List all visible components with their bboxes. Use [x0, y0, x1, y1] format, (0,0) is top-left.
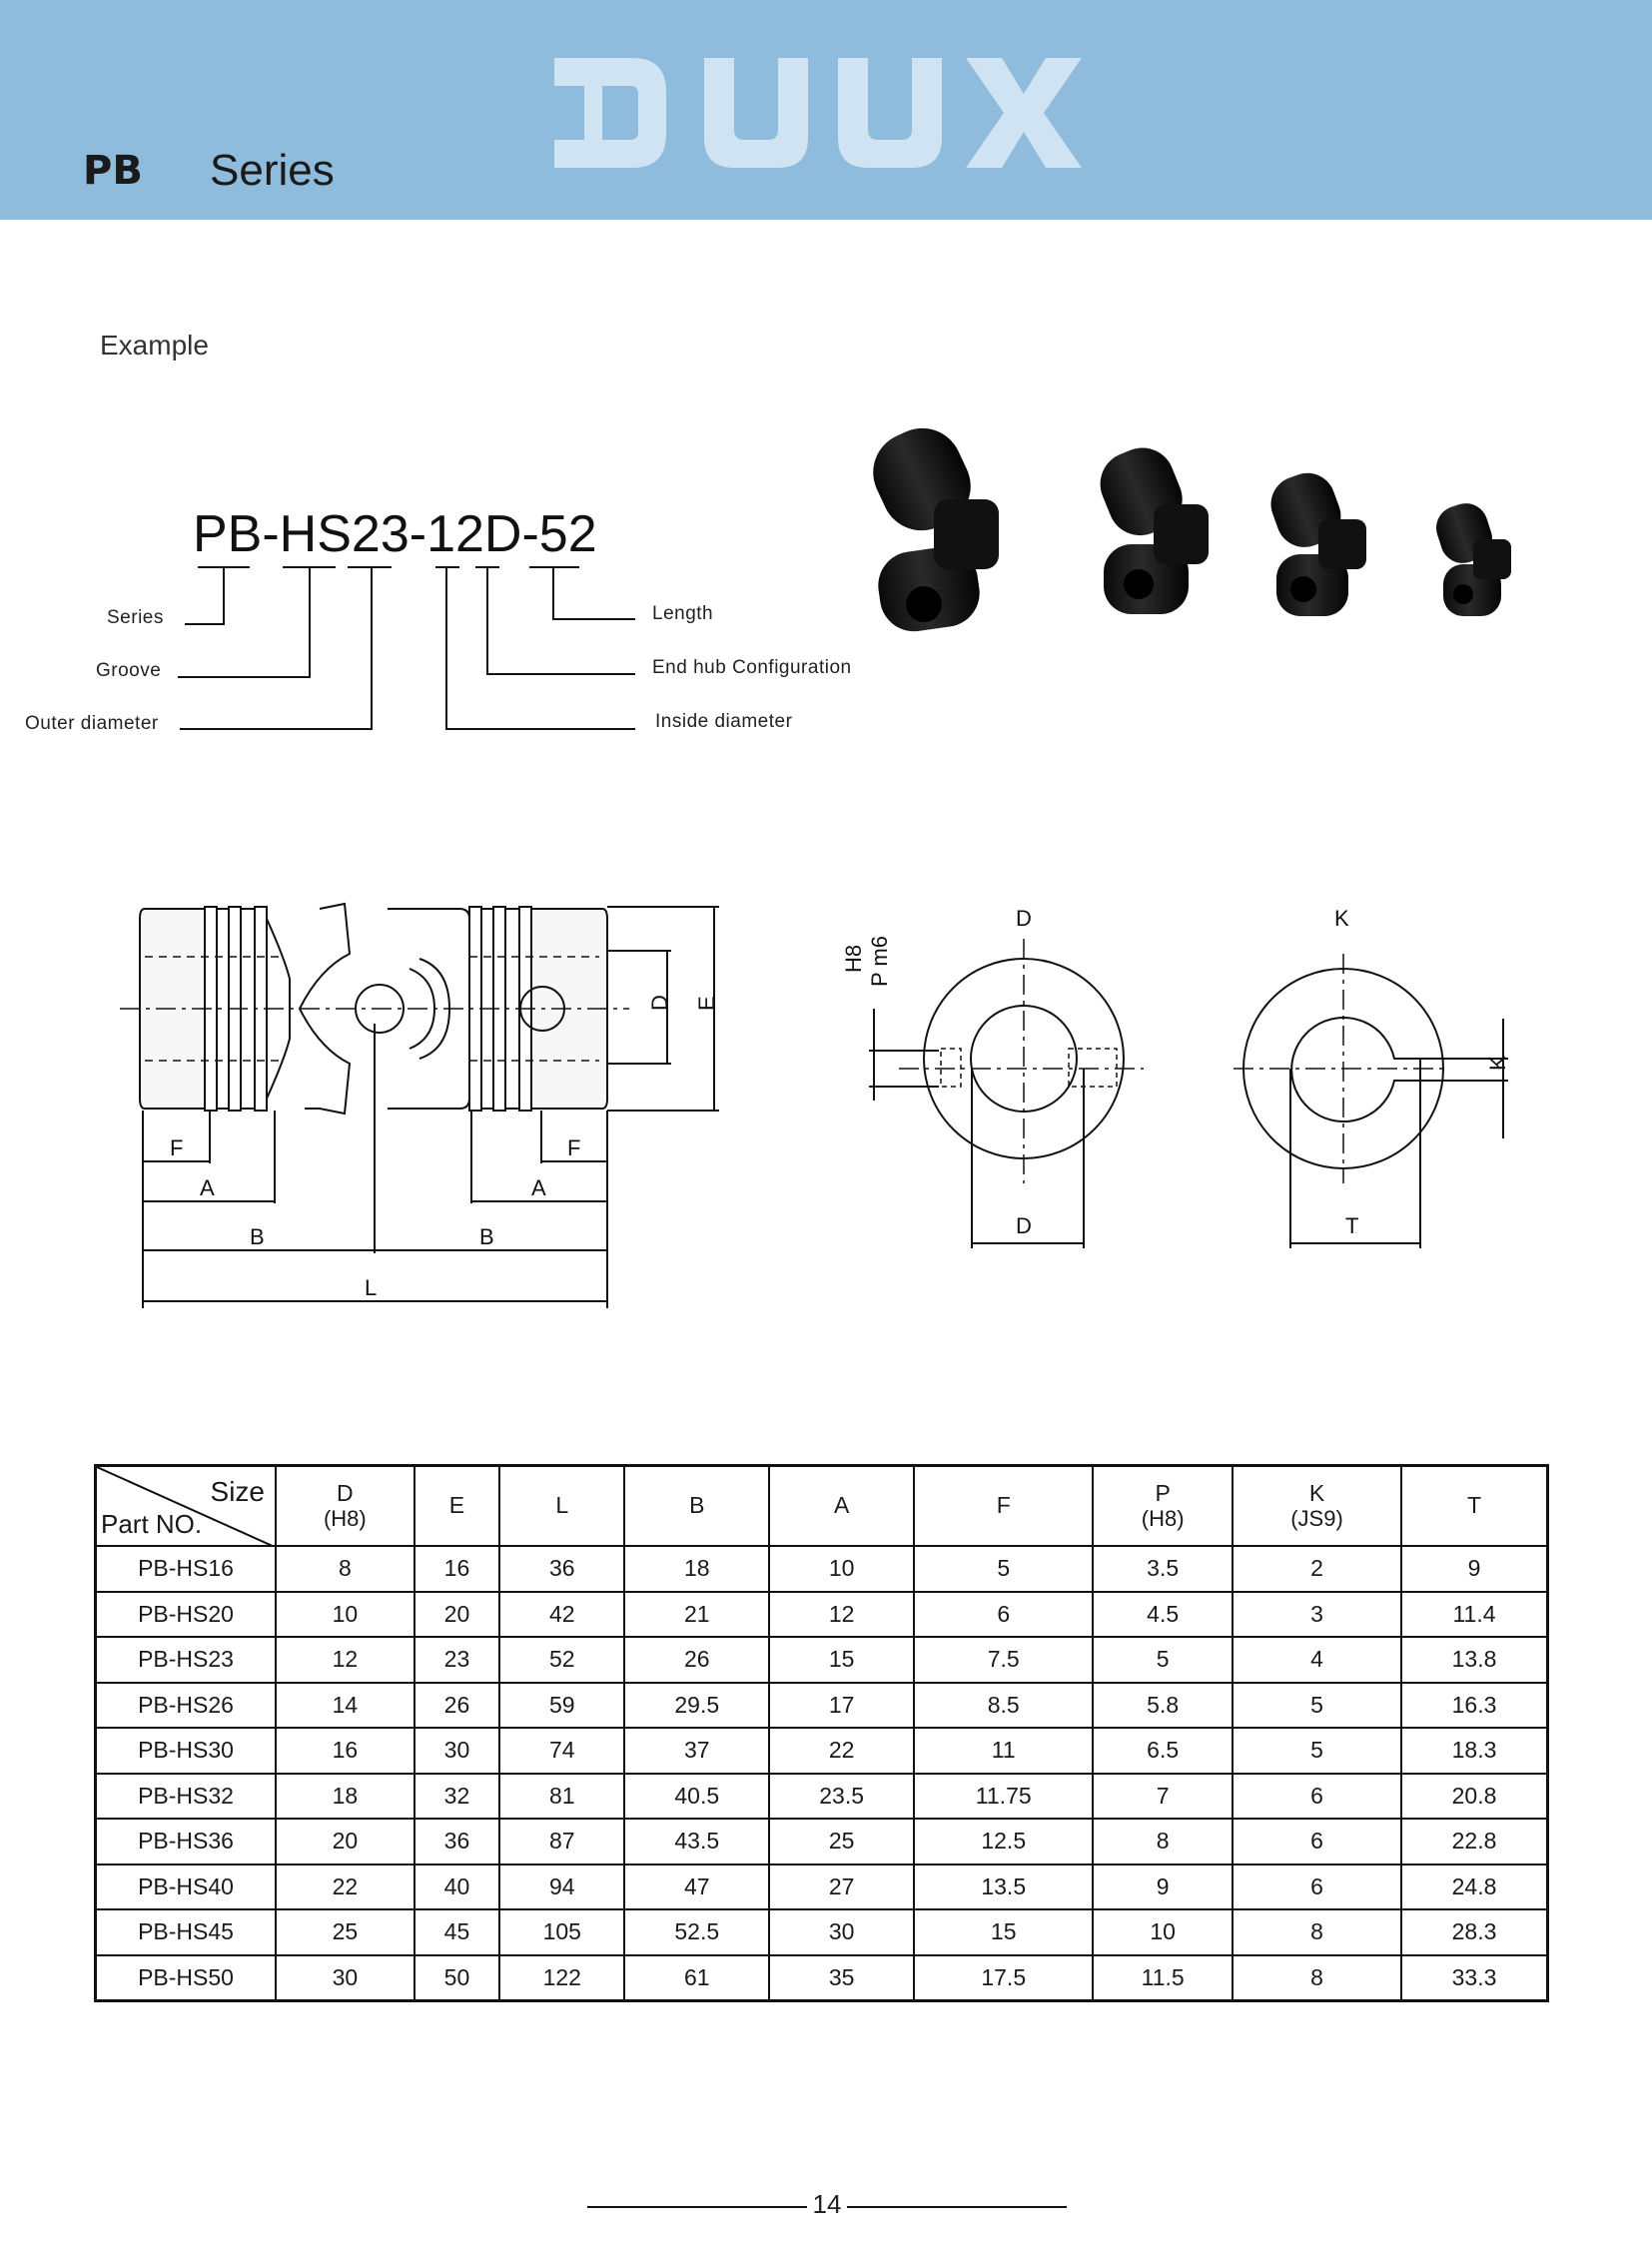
- table-cell: 24.8: [1401, 1865, 1547, 1910]
- table-cell: 40: [414, 1865, 499, 1910]
- table-cell: 8: [1233, 1909, 1401, 1955]
- model-code: PB-HS23-12D-52: [193, 505, 597, 563]
- table-row: [96, 1728, 1548, 1774]
- column-header: P (H8): [1093, 1466, 1233, 1547]
- table-cell: 12.5: [914, 1819, 1093, 1865]
- table-cell: 122: [499, 1955, 624, 2001]
- table-row: [96, 1955, 1548, 2001]
- end-view-d-title: D: [1016, 906, 1032, 931]
- table-cell: 13.5: [914, 1865, 1093, 1910]
- table-cell: 2: [1233, 1546, 1401, 1592]
- table-row: [96, 1546, 1548, 1592]
- side-view: [120, 904, 719, 1308]
- table-cell: 61: [624, 1955, 769, 2001]
- table-cell: 11.75: [914, 1774, 1093, 1820]
- table-cell: 74: [499, 1728, 624, 1774]
- dim-k: K: [1485, 1056, 1510, 1071]
- table-cell: 5: [1233, 1728, 1401, 1774]
- part-number-cell: PB-HS40: [96, 1865, 277, 1910]
- example-heading: Example: [100, 330, 209, 361]
- table-cell: 10: [1093, 1909, 1233, 1955]
- table-cell: 16: [276, 1728, 414, 1774]
- dim-l: L: [365, 1275, 378, 1300]
- column-header: T: [1401, 1466, 1547, 1547]
- table-cell: 18.3: [1401, 1728, 1547, 1774]
- end-view-k-title: K: [1334, 906, 1349, 931]
- table-cell: 13.8: [1401, 1637, 1547, 1683]
- table-cell: 16: [414, 1546, 499, 1592]
- table-cell: 25: [276, 1909, 414, 1955]
- series-code: PB: [83, 148, 143, 194]
- table-cell: 22.8: [1401, 1819, 1547, 1865]
- page-rule-right: [847, 2206, 1067, 2208]
- table-row: [96, 1637, 1548, 1683]
- coupling-large: [860, 415, 999, 636]
- table-cell: 47: [624, 1865, 769, 1910]
- table-cell: 45: [414, 1909, 499, 1955]
- table-cell: 14: [276, 1683, 414, 1729]
- tol-h8: H8: [841, 944, 866, 973]
- spec-table: [94, 1464, 1549, 2002]
- label-length: Length: [652, 603, 714, 624]
- corner-part-label: Part NO.: [101, 1509, 203, 1540]
- table-cell: 22: [276, 1865, 414, 1910]
- coupling-small: [1430, 497, 1511, 616]
- column-header: B: [624, 1466, 769, 1547]
- table-cell: 9: [1093, 1865, 1233, 1910]
- table-cell: 20.8: [1401, 1774, 1547, 1820]
- table-cell: 52: [499, 1637, 624, 1683]
- table-cell: 4: [1233, 1637, 1401, 1683]
- table-cell: 11: [914, 1728, 1093, 1774]
- table-row: [96, 1865, 1548, 1910]
- table-cell: 30: [414, 1728, 499, 1774]
- table-cell: 7.5: [914, 1637, 1093, 1683]
- part-number-cell: PB-HS26: [96, 1683, 277, 1729]
- table-cell: 12: [769, 1592, 914, 1638]
- table-cell: 59: [499, 1683, 624, 1729]
- table-cell: 28.3: [1401, 1909, 1547, 1955]
- table-cell: 15: [769, 1637, 914, 1683]
- end-view-d: [869, 939, 1144, 1248]
- table-cell: 11.4: [1401, 1592, 1547, 1638]
- corner-size-label: Size: [210, 1476, 265, 1507]
- table-cell: 12: [276, 1637, 414, 1683]
- table-cell: 29.5: [624, 1683, 769, 1729]
- end-view-k: [1234, 954, 1508, 1248]
- dim-a-left: A: [200, 1175, 215, 1200]
- table-cell: 6.5: [1093, 1728, 1233, 1774]
- table-header-row: [96, 1466, 1548, 1547]
- model-code-callout-lines: [0, 0, 899, 759]
- dim-d-side: D: [647, 995, 672, 1011]
- label-end-hub: End hub Configuration: [652, 657, 852, 678]
- table-cell: 18: [624, 1546, 769, 1592]
- part-number-cell: PB-HS50: [96, 1955, 277, 2001]
- part-number-cell: PB-HS23: [96, 1637, 277, 1683]
- table-cell: 7: [1093, 1774, 1233, 1820]
- table-cell: 52.5: [624, 1909, 769, 1955]
- part-number-cell: PB-HS16: [96, 1546, 277, 1592]
- label-series: Series: [107, 607, 164, 628]
- part-number-cell: PB-HS36: [96, 1819, 277, 1865]
- table-cell: 105: [499, 1909, 624, 1955]
- column-header: F: [914, 1466, 1093, 1547]
- page-number: [587, 2189, 1067, 2220]
- table-cell: 8: [276, 1546, 414, 1592]
- column-header: D (H8): [276, 1466, 414, 1547]
- tol-pm6: P m6: [867, 936, 892, 987]
- table-cell: 23: [414, 1637, 499, 1683]
- table-cell: 25: [769, 1819, 914, 1865]
- table-cell: 27: [769, 1865, 914, 1910]
- part-number-cell: PB-HS32: [96, 1774, 277, 1820]
- table-corner-cell: [96, 1466, 277, 1547]
- label-outer-diameter: Outer diameter: [25, 713, 159, 734]
- table-cell: 30: [276, 1955, 414, 2001]
- table-cell: 36: [414, 1819, 499, 1865]
- part-number-cell: PB-HS45: [96, 1909, 277, 1955]
- dim-e-side: E: [694, 996, 719, 1011]
- table-cell: 23.5: [769, 1774, 914, 1820]
- table-row: [96, 1774, 1548, 1820]
- product-photo: [799, 379, 1652, 849]
- table-cell: 9: [1401, 1546, 1547, 1592]
- column-header: A: [769, 1466, 914, 1547]
- table-cell: 94: [499, 1865, 624, 1910]
- table-cell: 81: [499, 1774, 624, 1820]
- table-cell: 30: [769, 1909, 914, 1955]
- table-cell: 5.8: [1093, 1683, 1233, 1729]
- table-cell: 22: [769, 1728, 914, 1774]
- coupling-medium-1: [1091, 438, 1209, 614]
- table-cell: 11.5: [1093, 1955, 1233, 2001]
- table-cell: 8: [1233, 1955, 1401, 2001]
- table-cell: 8: [1093, 1819, 1233, 1865]
- table-row: [96, 1909, 1548, 1955]
- part-number-cell: PB-HS20: [96, 1592, 277, 1638]
- table-cell: 32: [414, 1774, 499, 1820]
- table-cell: 17.5: [914, 1955, 1093, 2001]
- table-cell: 40.5: [624, 1774, 769, 1820]
- technical-drawing: [0, 859, 1652, 1328]
- table-cell: 36: [499, 1546, 624, 1592]
- dim-t: T: [1345, 1213, 1359, 1238]
- table-cell: 5: [1233, 1683, 1401, 1729]
- table-cell: 18: [276, 1774, 414, 1820]
- table-cell: 6: [1233, 1865, 1401, 1910]
- dim-d-end: D: [1016, 1213, 1032, 1238]
- table-cell: 4.5: [1093, 1592, 1233, 1638]
- table-cell: 33.3: [1401, 1955, 1547, 2001]
- table-cell: 43.5: [624, 1819, 769, 1865]
- table-cell: 5: [914, 1546, 1093, 1592]
- column-header: E: [414, 1466, 499, 1547]
- label-inside-diameter: Inside diameter: [655, 711, 793, 732]
- table-cell: 10: [769, 1546, 914, 1592]
- dim-b-left: B: [250, 1224, 265, 1249]
- dim-f-right: F: [567, 1135, 581, 1160]
- series-title: Series: [210, 146, 335, 195]
- table-cell: 20: [276, 1819, 414, 1865]
- table-cell: 20: [414, 1592, 499, 1638]
- label-groove: Groove: [96, 660, 162, 681]
- table-cell: 42: [499, 1592, 624, 1638]
- table-cell: 3: [1233, 1592, 1401, 1638]
- table-cell: 5: [1093, 1637, 1233, 1683]
- table-cell: 16.3: [1401, 1683, 1547, 1729]
- table-cell: 10: [276, 1592, 414, 1638]
- table-row: [96, 1683, 1548, 1729]
- table-cell: 26: [414, 1683, 499, 1729]
- page-rule-left: [587, 2206, 807, 2208]
- table-cell: 21: [624, 1592, 769, 1638]
- table-cell: 15: [914, 1909, 1093, 1955]
- column-header: K (JS9): [1233, 1466, 1401, 1547]
- table-cell: 6: [914, 1592, 1093, 1638]
- table-row: [96, 1592, 1548, 1638]
- table-cell: 87: [499, 1819, 624, 1865]
- table-cell: 50: [414, 1955, 499, 2001]
- column-header: L: [499, 1466, 624, 1547]
- table-cell: 17: [769, 1683, 914, 1729]
- table-cell: 35: [769, 1955, 914, 2001]
- table-cell: 3.5: [1093, 1546, 1233, 1592]
- part-number-cell: PB-HS30: [96, 1728, 277, 1774]
- dim-f-left: F: [170, 1135, 184, 1160]
- table-cell: 26: [624, 1637, 769, 1683]
- coupling-medium-2: [1263, 465, 1366, 616]
- table-cell: 6: [1233, 1774, 1401, 1820]
- table-cell: 6: [1233, 1819, 1401, 1865]
- dim-b-right: B: [479, 1224, 494, 1249]
- table-cell: 37: [624, 1728, 769, 1774]
- table-row: [96, 1819, 1548, 1865]
- table-cell: 8.5: [914, 1683, 1093, 1729]
- page-number-text: 14: [812, 2189, 842, 2219]
- dim-a-right: A: [531, 1175, 546, 1200]
